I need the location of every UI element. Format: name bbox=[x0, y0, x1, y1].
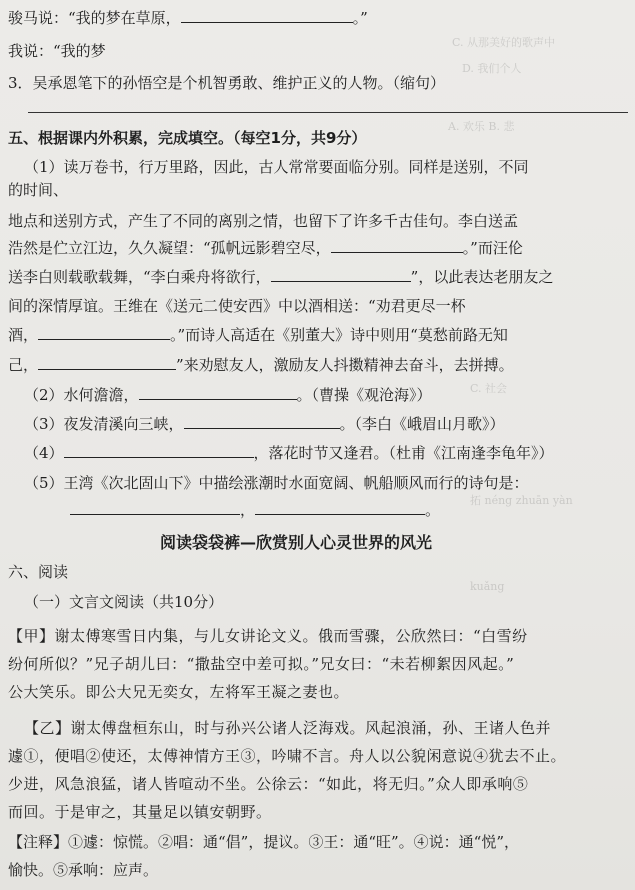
notes-line-2: 愉快。⑤承响：应声。 bbox=[8, 861, 159, 879]
para-1-line-e: 送李白则载歌载舞，“李白乘舟将欲行， ”，以此表达老朋友之 bbox=[8, 268, 554, 286]
answer-blank[interactable] bbox=[181, 8, 353, 23]
sentence-line-1: 骏马说：“我的梦在草原， 。” bbox=[8, 9, 368, 27]
item-2: （2）水何澹澹， 。（曹操《观沧海》） bbox=[24, 386, 432, 404]
item-3: （3）夜发清溪向三峡， 。（李白《峨眉山月歌》） bbox=[24, 415, 505, 433]
item-5: （5）王湾《次北固山下》中描绘涨潮时水面宽阔、帆船顺风而行的诗句是： bbox=[24, 474, 529, 492]
passage-yi-line-1: 【乙】谢太傅盘桓东山，时与孙兴公诸人泛海戏。风起浪涌，孙、王诸人色并 bbox=[24, 719, 552, 737]
para-1-line-f: 间的深情厚谊。王维在《送元二使安西》中以酒相送：“劝君更尽一杯 bbox=[8, 297, 466, 315]
section-5-title: 五、根据课内外积累，完成填空。（每空1分，共9分） bbox=[8, 129, 367, 147]
answer-line[interactable] bbox=[28, 112, 628, 113]
passage-jia-line-2: 纷何所似？”兄子胡儿曰：“撒盐空中差可拟。”兄女曰：“未若柳絮因风起。” bbox=[8, 655, 515, 673]
para-1-line-g: 酒， 。”而诗人高适在《别董大》诗中则用“莫愁前路无知 bbox=[8, 326, 508, 344]
question-3: 3．吴承恩笔下的孙悟空是个机智勇敢、维护正义的人物。（缩句） bbox=[8, 74, 446, 92]
passage-yi-line-2: 遽①，便唱②使还，太傅神情方王③，吟啸不言。舟人以公貌闲意说④犹去不止。 bbox=[8, 747, 567, 765]
passage-yi-line-4: 而回。于是审之，其量足以镇安朝野。 bbox=[8, 803, 272, 821]
section-6-title: 六、阅读 bbox=[8, 563, 69, 581]
answer-blank[interactable] bbox=[184, 414, 340, 429]
answer-blank[interactable] bbox=[331, 238, 463, 253]
para-1-line-b: 的时间、 bbox=[8, 181, 69, 199]
passage-jia-line-3: 公大笑乐。即公大兄无奕女，左将军王凝之妻也。 bbox=[8, 683, 350, 701]
answer-blank[interactable] bbox=[139, 385, 297, 400]
reading-banner-title: 阅读袋袋裤—欣赏别人心灵世界的风光 bbox=[160, 533, 433, 552]
para-1-line-h: 己， ”来劝慰友人，激励友人抖擞精神去奋斗，去拼搏。 bbox=[8, 356, 514, 374]
answer-blank[interactable] bbox=[255, 500, 425, 515]
bleed-through-text: 拓 néng zhuān yàn bbox=[470, 494, 573, 507]
answer-blank[interactable] bbox=[38, 355, 176, 370]
para-1-line-a: （1）读万卷书，行万里路，因此，古人常常要面临分别。同样是送别，不同 bbox=[24, 158, 529, 176]
answer-blank[interactable] bbox=[64, 443, 254, 458]
answer-blank[interactable] bbox=[38, 325, 170, 340]
bleed-through-text: C. 社会 bbox=[470, 382, 508, 395]
bleed-through-text: kuǎng bbox=[470, 580, 505, 593]
item-5-blanks: ， 。 bbox=[70, 500, 440, 520]
para-1-line-c: 地点和送别方式，产生了不同的离别之情，也留下了许多千古佳句。李白送孟 bbox=[8, 212, 519, 230]
para-1-line-d: 浩然是伫立江边，久久凝望：“孤帆远影碧空尽， 。”而汪伦 bbox=[8, 239, 523, 257]
answer-blank[interactable] bbox=[271, 267, 411, 282]
bleed-through-text: D. 我们个人 bbox=[462, 62, 522, 75]
answer-blank[interactable] bbox=[70, 500, 240, 515]
notes-line-1: 【注释】①遽：惊慌。②唱：通“倡”，提议。③王：通“旺”。④说：通“悦”， bbox=[8, 833, 520, 851]
bleed-through-text: A. 欢乐 B. 悲 bbox=[448, 120, 515, 133]
subsection-1-title: （一）文言文阅读（共10分） bbox=[24, 593, 224, 611]
sentence-line-2: 我说：“我的梦 bbox=[8, 42, 106, 60]
bleed-through-text: C. 从那美好的歌声中 bbox=[452, 36, 556, 49]
passage-jia-line-1: 【甲】谢太傅寒雪日内集，与儿女讲论文义。俄而雪骤，公欣然曰：“白雪纷 bbox=[8, 627, 528, 645]
passage-yi-line-3: 少进，风急浪猛，诸人皆喧动不坐。公徐云：“如此，将无归。”众人即承响⑤ bbox=[8, 775, 529, 793]
item-4: （4） ，落花时节又逢君。（杜甫《江南逢李龟年》） bbox=[24, 444, 554, 462]
